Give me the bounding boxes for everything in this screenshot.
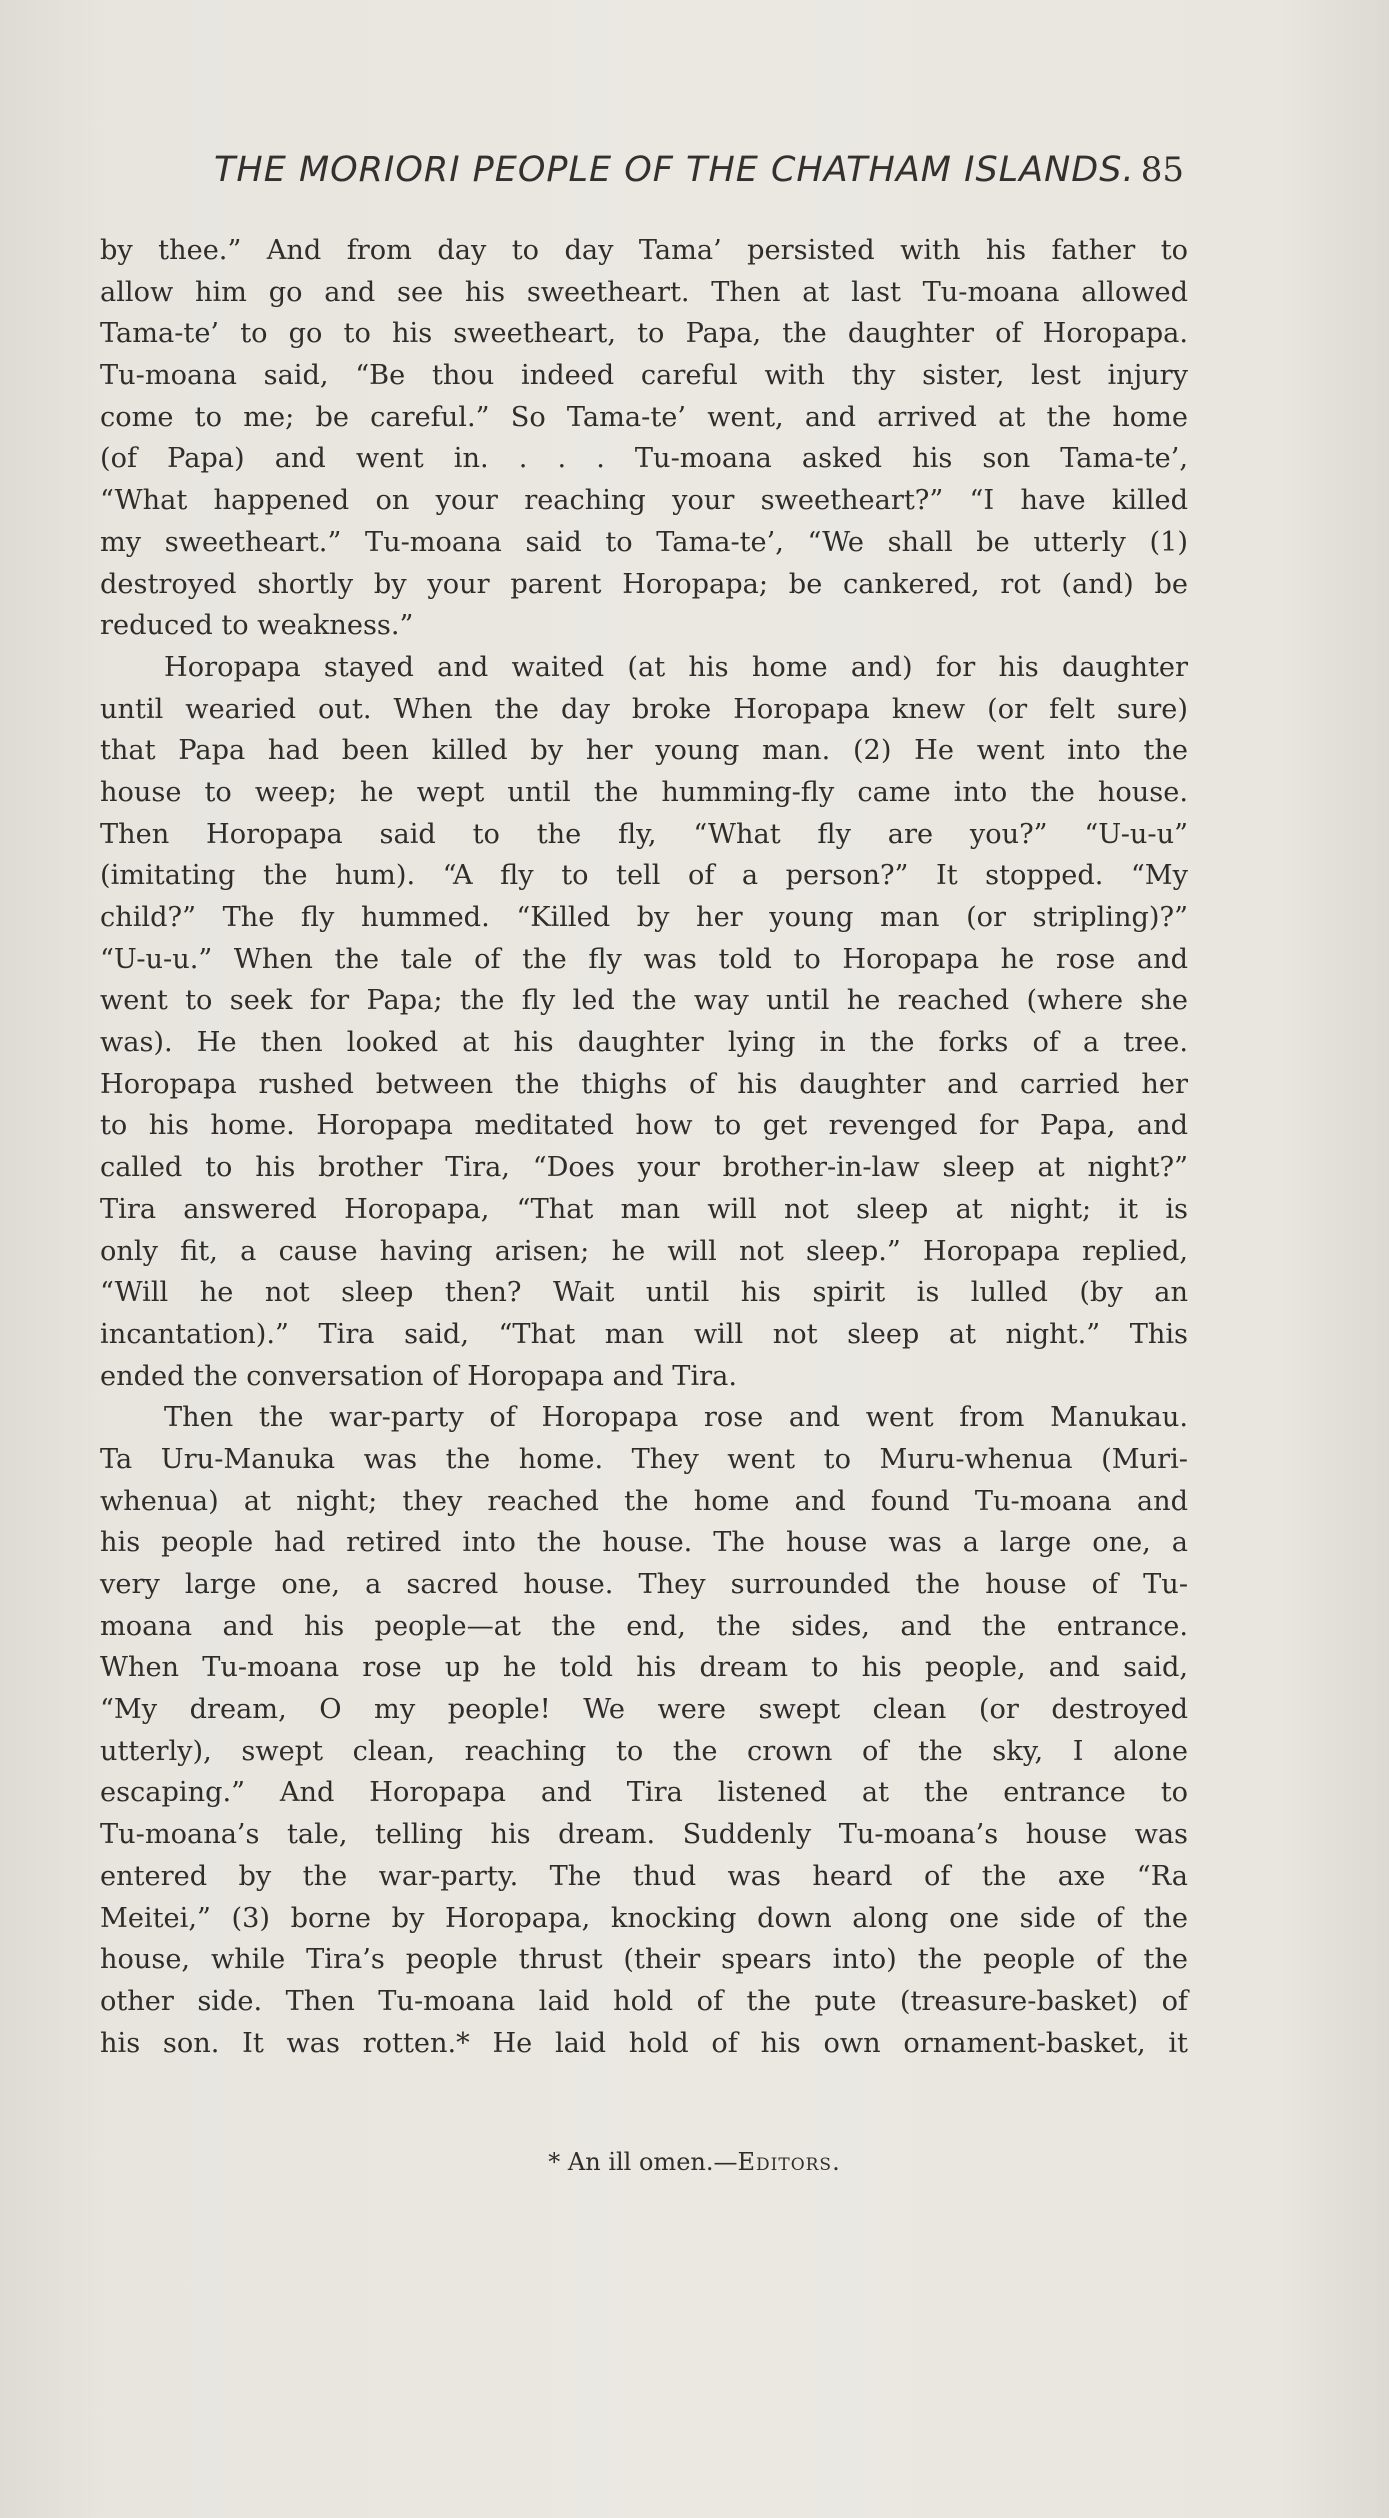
footnote-attribution: Editors.: [737, 2148, 841, 2176]
text-line: whenua) at night; they reached the home and found Tu-moana and: [100, 1485, 1188, 1517]
text-line: (of Papa) and went in. . . . Tu-moana asked his son Tama-te’,: [100, 443, 1188, 475]
text-line: “U-u-u.” When the tale of the fly was told to Horopapa he rose and: [100, 943, 1188, 975]
text-line: his people had retired into the house. The house was a large one, a: [100, 1527, 1188, 1559]
text-line: to his home. Horopapa meditated how to get revenged for Papa, and: [100, 1110, 1188, 1142]
text-line: that Papa had been killed by her young man. (2) He went into the: [100, 735, 1188, 767]
text-line: allow him go and see his sweetheart. Then at last Tu-moana allowed: [100, 276, 1188, 308]
text-line: When Tu-moana rose up he told his dream to his people, and said,: [100, 1652, 1188, 1684]
text-line: (imitating the hum). “A fly to tell of a person?” It stopped. “My: [100, 860, 1188, 892]
text-line: house to weep; he wept until the humming-fly came into the house.: [100, 776, 1188, 808]
text-line: “Will he not sleep then? Wait until his spirit is lulled (by an: [100, 1277, 1188, 1309]
text-line: incantation).” Tira said, “That man will not sleep at night.” This: [100, 1318, 1188, 1350]
text-line: Then the war-party of Horopapa rose and went from Manukau.: [164, 1402, 1188, 1434]
text-line: only fit, a cause having arisen; he will not sleep.” Horopapa replied,: [100, 1235, 1188, 1267]
text-line: reduced to weakness.”: [100, 610, 414, 642]
text-line: house, while Tira’s people thrust (their spears into) the people of the: [100, 1944, 1188, 1976]
text-line: destroyed shortly by your parent Horopapa; be cankered, rot (and) be: [100, 568, 1188, 600]
text-line: “What happened on your reaching your sweetheart?” “I have killed: [100, 485, 1188, 517]
text-line: escaping.” And Horopapa and Tira listened at the entrance to: [100, 1777, 1188, 1809]
text-line: Horopapa rushed between the thighs of his daughter and carried her: [100, 1068, 1188, 1100]
text-line: Tu-moana’s tale, telling his dream. Suddenly Tu-moana’s house was: [100, 1819, 1188, 1851]
text-line: “My dream, O my people! We were swept clean (or destroyed: [100, 1694, 1188, 1726]
running-head: [214, 150, 1184, 194]
text-line: Tira answered Horopapa, “That man will not sleep at night; it is: [100, 1193, 1188, 1225]
text-line: entered by the war-party. The thud was heard of the axe “Ra: [100, 1860, 1188, 1892]
text-line: Ta Uru-Manuka was the home. They went to Muru-whenua (Muri-: [100, 1443, 1188, 1475]
text-line: come to me; be careful.” So Tama-te’ went, and arrived at the home: [100, 401, 1188, 433]
text-line: Tama-te’ to go to his sweetheart, to Papa, the daughter of Horopapa.: [100, 318, 1188, 350]
text-line: ended the conversation of Horopapa and Tira.: [100, 1360, 737, 1392]
text-line: moana and his people—at the end, the sides, and the entrance.: [100, 1610, 1188, 1642]
text-line: other side. Then Tu-moana laid hold of the pute (treasure-basket) of: [100, 1985, 1188, 2017]
footnote: [0, 2148, 1389, 2176]
body-text: [100, 230, 1188, 2064]
page-number: 85: [1140, 150, 1184, 190]
text-line: child?” The fly hummed. “Killed by her young man (or stripling)?”: [100, 902, 1188, 933]
text-line: was). He then looked at his daughter lying in the forks of a tree.: [100, 1027, 1188, 1059]
running-title: THE MORIORI PEOPLE OF THE CHATHAM ISLANDS.: [214, 150, 1135, 190]
text-line: Tu-moana said, “Be thou indeed careful with thy sister, lest injury: [100, 360, 1188, 392]
text-line: Horopapa stayed and waited (at his home and) for his daughter: [164, 651, 1188, 683]
text-line: my sweetheart.” Tu-moana said to Tama-te’, “We shall be utterly (1): [100, 526, 1188, 558]
text-line: until wearied out. When the day broke Horopapa knew (or felt sure): [100, 693, 1188, 725]
text-line: went to seek for Papa; the fly led the way until he reached (where she: [100, 985, 1188, 1017]
text-line: his son. It was rotten.* He laid hold of his own ornament-basket, it: [100, 2027, 1188, 2059]
text-line: by thee.” And from day to day Tama’ persisted with his father to: [100, 235, 1188, 266]
text-line: Meitei,” (3) borne by Horopapa, knocking down along one side of the: [100, 1902, 1188, 1934]
text-line: called to his brother Tira, “Does your brother-in-law sleep at night?”: [100, 1152, 1188, 1184]
text-line: very large one, a sacred house. They surrounded the house of Tu-: [100, 1569, 1188, 1600]
text-line: utterly), swept clean, reaching to the crown of the sky, I alone: [100, 1735, 1188, 1767]
footnote-text: * An ill omen.—: [548, 2148, 738, 2176]
text-line: Then Horopapa said to the fly, “What fly are you?” “U-u-u”: [100, 818, 1188, 850]
